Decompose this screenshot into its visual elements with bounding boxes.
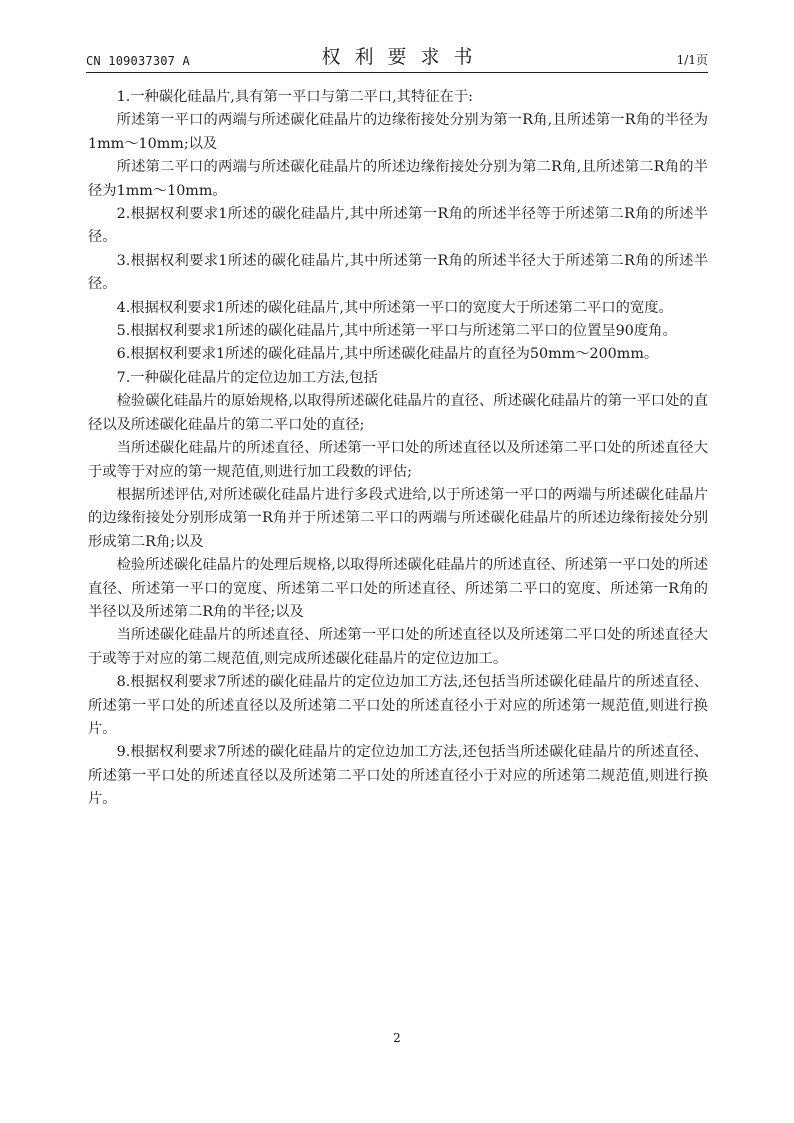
document-title: 权利要求书 <box>321 46 487 68</box>
claim-paragraph: 9.根据权利要求7所述的碳化硅晶片的定位边加工方法,还包括当所述碳化硅晶片的所述直径、所述第一平口处的所述直径以及所述第二平口处的所述直径小于对应的所述第二规范值,则进行换片。 <box>88 744 708 808</box>
claim-paragraph: 3.根据权利要求1所述的碳化硅晶片,其中所述第一R角的所述半径大于所述第二R角的所述半径。 <box>88 252 708 293</box>
claim-paragraph: 所述第一平口的两端与所述碳化硅晶片的边缘衔接处分别为第一R角,且所述第一R角的半径为1mm～10mm;以及 <box>88 112 708 152</box>
claim-paragraph: 5.根据权利要求1所述的碳化硅晶片,其中所述第一平口与所述第二平口的位置呈90度角。 <box>116 323 677 340</box>
claims-body <box>88 86 708 812</box>
claim-paragraph: 检验碳化硅晶片的原始规格,以取得所述碳化硅晶片的直径、所述碳化硅晶片的第一平口处的直径以及所述碳化硅晶片的第二平口处的直径; <box>88 393 708 433</box>
page-header <box>86 44 708 73</box>
claim-paragraph: 6.根据权利要求1所述的碳化硅晶片,其中所述碳化硅晶片的直径为50mm～200mm。 <box>116 346 659 363</box>
claim-paragraph: 当所述碳化硅晶片的所述直径、所述第一平口处的所述直径以及所述第二平口处的所述直径大于或等于对应的第一规范值,则进行加工段数的评估; <box>88 440 708 480</box>
claim-paragraph: 当所述碳化硅晶片的所述直径、所述第一平口处的所述直径以及所述第二平口处的所述直径大于或等于对应的第二规范值,则完成所述碳化硅晶片的定位边加工。 <box>88 627 708 667</box>
claim-paragraph: 所述第二平口的两端与所述碳化硅晶片的所述边缘衔接处分别为第二R角,且所述第二R角的半径为1mm～10mm。 <box>88 159 708 199</box>
claim-paragraph: 2.根据权利要求1所述的碳化硅晶片,其中所述第一R角的所述半径等于所述第二R角的所述半径。 <box>88 206 708 246</box>
claim-paragraph: 7.一种碳化硅晶片的定位边加工方法,包括 <box>116 369 378 386</box>
page-number: 2 <box>393 1031 401 1045</box>
claim-paragraph: 根据所述评估,对所述碳化硅晶片进行多段式进给,以于所述第一平口的两端与所述碳化硅晶片的边缘衔接处分别形成第一R角并于所述第二平口的两端与所述碳化硅晶片的所述边缘衔接处分别形成第二R角;以及 <box>88 486 708 550</box>
claim-paragraph: 检验所述碳化硅晶片的处理后规格,以取得所述碳化硅晶片的所述直径、所述第一平口处的所述直径、所述第一平口的宽度、所述第二平口处的所述直径、所述第二平口的宽度、所述第一R角的半径以及所述第二R角的半径;以及 <box>88 557 708 620</box>
claim-paragraph: 8.根据权利要求7所述的碳化硅晶片的定位边加工方法,还包括当所述碳化硅晶片的所述直径、所述第一平口处的所述直径以及所述第二平口处的所述直径小于对应的所述第一规范值,则进行换片。 <box>88 674 708 737</box>
claim-paragraph: 4.根据权利要求1所述的碳化硅晶片,其中所述第一平口的宽度大于所述第二平口的宽度。 <box>116 299 673 316</box>
publication-number: CN 109037307 A <box>86 54 190 68</box>
page-info: 1/1页 <box>676 53 708 67</box>
claim-paragraph: 1.一种碳化硅晶片,具有第一平口与第二平口,其特征在于: <box>116 89 473 105</box>
